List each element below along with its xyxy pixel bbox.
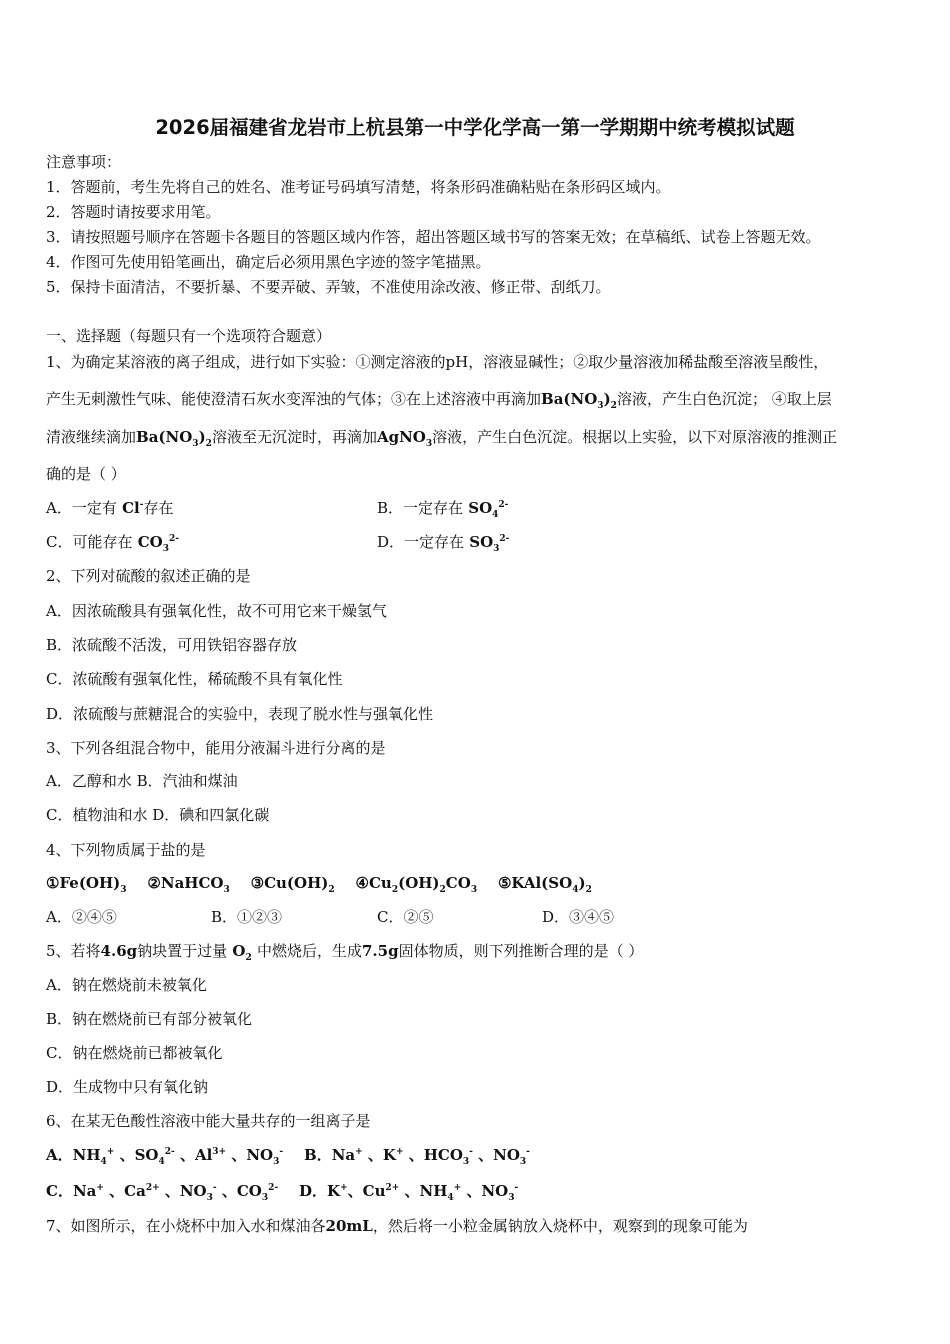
q1-text: 清液继续滴加 [46, 428, 137, 446]
q3-options-ab[interactable]: A．乙醇和水 B．汽油和煤油 [46, 772, 238, 790]
formula-co3: $CO_3^{2-}$ [132, 533, 179, 554]
q4-option-b[interactable]: B．①②③ [211, 908, 283, 926]
notice-item: 3．请按照题号顺序在答题卡各题目的答题区域内作答，超出答题区域书写的答案无效；在草稿纸、试卷上答题无效。 [46, 228, 821, 246]
q4-option-d[interactable]: D．③④⑤ [542, 908, 615, 926]
q5-option-c[interactable]: C．钠在燃烧前已都被氧化 [46, 1044, 223, 1062]
q1-option-d[interactable]: D．一定存在 $SO_3^{2-}$ [377, 533, 510, 554]
formula-so4: $SO_4^{2-}$ [463, 499, 509, 520]
q2-stem: 2、下列对硫酸的叙述正确的是 [46, 567, 251, 585]
q3-options-cd[interactable]: C．植物油和水 D．碘和四氯化碳 [46, 806, 270, 824]
q1-text: 产生无刺激性气味、能使澄清石灰水变浑浊的气体；③在上述溶液中再滴加 [46, 390, 542, 408]
q1-option-c[interactable]: C．可能存在 $CO_3^{2-}$ [46, 533, 179, 554]
formula-cl: Cl- [116, 499, 144, 517]
q2-option-b[interactable]: B．浓硫酸不活泼，可用铁铝容器存放 [46, 636, 298, 654]
q1-stem-line2 [46, 389, 832, 409]
q1-text: 溶液，产生白色沉淀。根据以上实验，以下对原溶液的推测正 [432, 428, 838, 446]
q5-option-b[interactable]: B．钠在燃烧前已有部分被氧化 [46, 1010, 253, 1028]
q4-option-a[interactable]: A．②④⑤ [46, 908, 117, 926]
page-title: 2026届福建省龙岩市上杭县第一中学化学高一第一学期期中统考模拟试题 [155, 116, 795, 139]
q6-stem: 6、在某无色酸性溶液中能大量共存的一组离子是 [46, 1112, 371, 1130]
q1-text: 溶液，产生白色沉淀； ④取上层 [616, 390, 832, 408]
q2-option-d[interactable]: D．浓硫酸与蔗糖混合的实验中，表现了脱水性与强氧化性 [46, 705, 434, 723]
notice-item: 5．保持卡面清洁，不要折暴、不要弄破、弄皱，不准使用涂改液、修正带、刮纸刀。 [46, 278, 611, 296]
q4-stem: 4、下列物质属于盐的是 [46, 841, 206, 859]
q4-option-c[interactable]: C．②⑤ [377, 908, 434, 926]
formula-ba-no3: $Ba(NO_3)_2$ [136, 428, 212, 449]
q2-option-a[interactable]: A．因浓硫酸具有强氧化性，故不可用它来干燥氢气 [46, 602, 387, 620]
formula-agno3: AgNO$_3$ [376, 428, 433, 449]
notice-item: 1．答题前，考生先将自己的姓名、准考证号码填写清楚，将条形码准确粘贴在条形码区域内。 [46, 178, 671, 196]
q1-option-b[interactable]: B．一定存在 $SO_4^{2-}$ [377, 499, 509, 520]
q5-option-d[interactable]: D．生成物中只有氧化钠 [46, 1078, 209, 1096]
q1-text: 溶液至无沉淀时，再滴加 [211, 428, 377, 446]
q1-stem-line3 [46, 427, 837, 447]
q1-stem-line4: 确的是（ ） [46, 465, 126, 483]
q7-stem: 7、如图所示，在小烧杯中加入水和煤油各20mL，然后将一小粒金属钠放入烧杯中，观察到的现象可能为 [46, 1217, 748, 1235]
q2-option-c[interactable]: C．浓硫酸有强氧化性，稀硫酸不具有氧化性 [46, 670, 343, 688]
q4-substance-list: $①Fe(OH)_3$ ②NaHCO$_3$ $③Cu(OH)_2$ $④Cu_2(OH)_2CO_3$ $⑤KAl(SO_4)_2$ [46, 874, 592, 895]
notice-heading: 注意事项： [46, 153, 122, 171]
notice-item: 4．作图可先使用铅笔画出，确定后必须用黑色字迹的签字笔描黑。 [46, 253, 491, 271]
notice-item: 2．答题时请按要求用笔。 [46, 203, 221, 221]
q5-option-a[interactable]: A．钠在燃烧前未被氧化 [46, 976, 207, 994]
section-heading: 一、选择题（每题只有一个选项符合题意） [46, 327, 332, 345]
q6-options-cd[interactable]: C．Na+ 、$Ca^{2+}$ 、$NO_3^-$ 、$CO_3^{2-}$ D．K+、$Cu^{2+}$ 、$NH_4^+$ 、$NO_3^-$ [46, 1182, 519, 1203]
q1-stem-line1: 1、为确定某溶液的离子组成，进行如下实验：①测定溶液的pH，溶液显碱性；②取少量溶液加稀盐酸至溶液呈酸性， [46, 353, 829, 371]
formula-ba-no3: $Ba(NO_3)_2$ [541, 390, 617, 411]
formula-so3: $SO_3^{2-}$ [464, 533, 510, 554]
q1-option-a[interactable]: A．一定有 Cl-存在 [46, 499, 174, 517]
q3-stem: 3、下列各组混合物中，能用分液漏斗进行分离的是 [46, 739, 386, 757]
formula-o2: $O_2$ [227, 942, 252, 963]
q5-stem: 5、若将4.6g钠块置于过量 $O_2$ 中燃烧后，生成7.5g固体物质，则下列推断合理的是（ ） [46, 942, 644, 963]
q6-options-ab[interactable]: A．$NH_4^+$ 、$SO_4^{2-}$ 、$Al^{3+}$ 、$NO_3^-$ B．Na+ 、K+ 、$HCO_3^-$ 、$NO_3^-$ [46, 1146, 530, 1167]
